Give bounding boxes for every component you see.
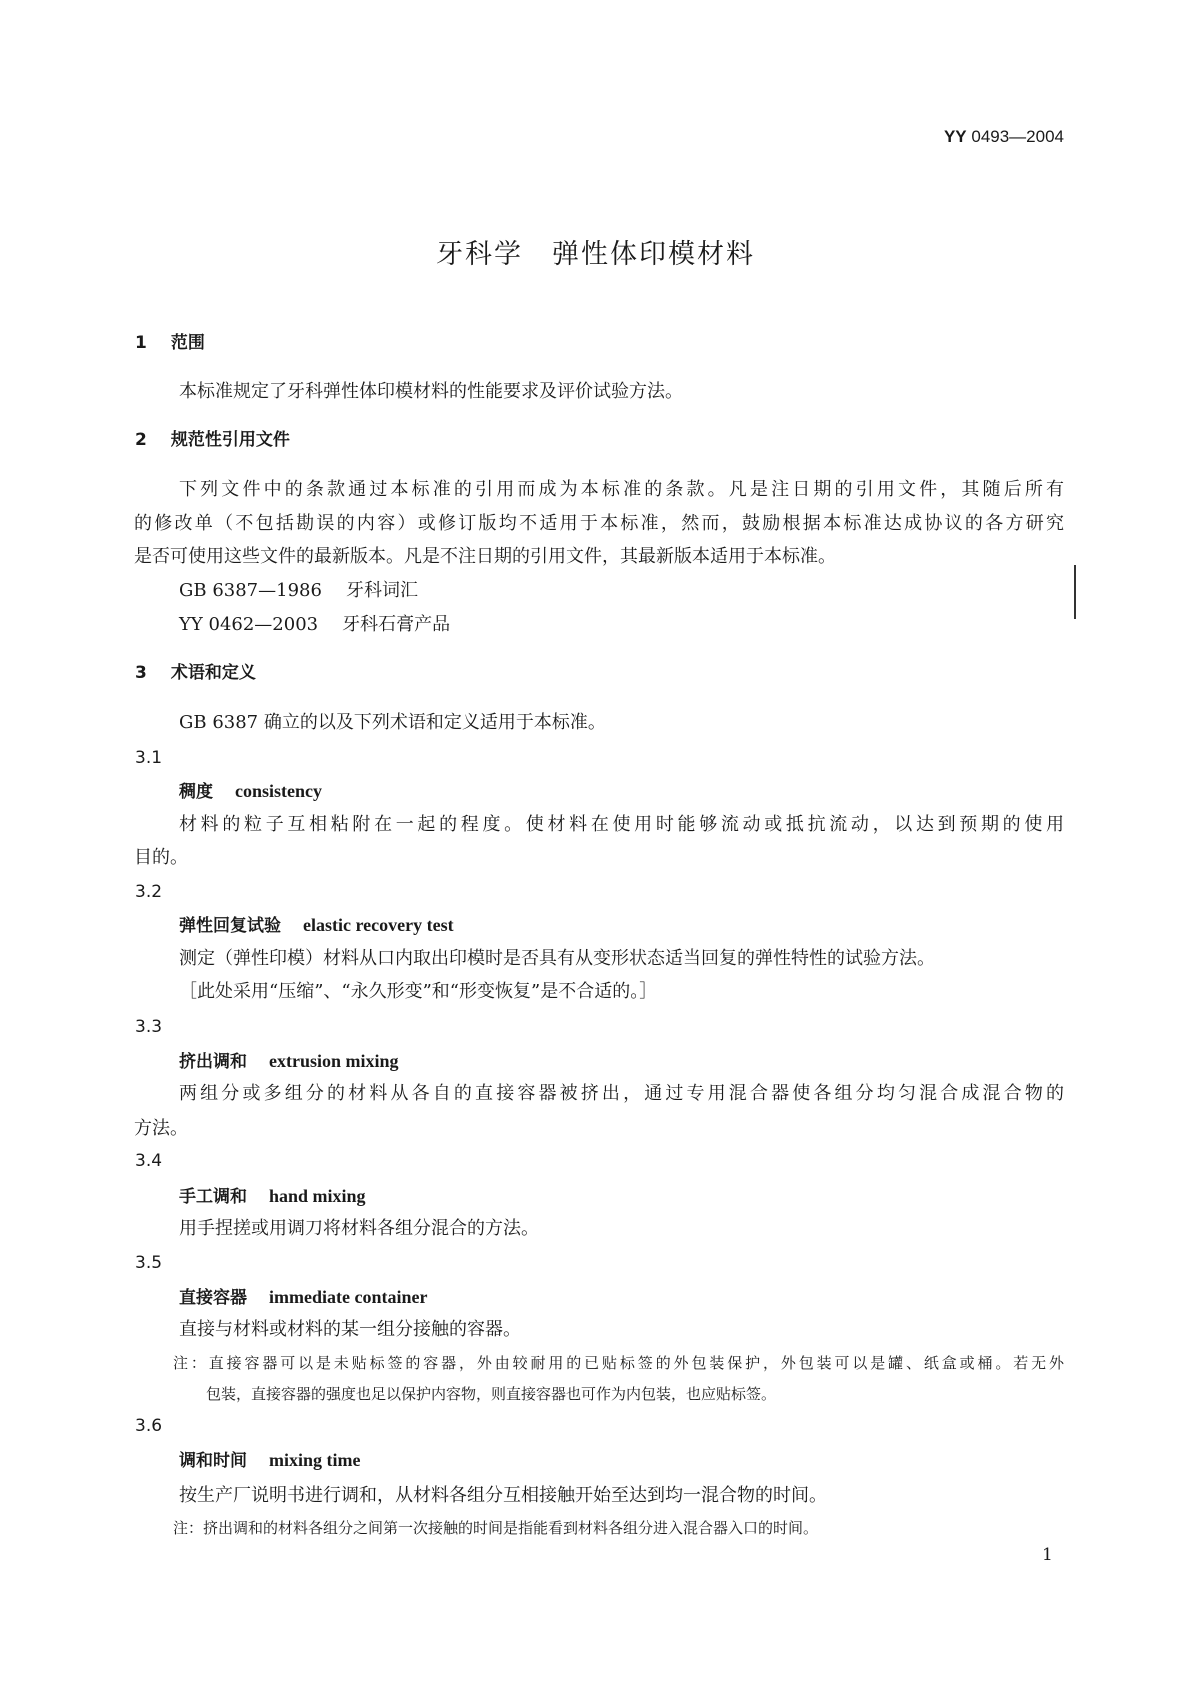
term-number: 3.6 bbox=[135, 1416, 163, 1436]
term-number: 3.3 bbox=[135, 1017, 163, 1037]
section-3-intro: GB 6387 确立的以及下列术语和定义适用于本标准。 bbox=[179, 712, 606, 733]
note: 注：挤出调和的材料各组分之间第一次接触的时间是指能看到材料各组分进入混合器入口的时间。 bbox=[173, 1519, 819, 1537]
code-number: 0493—2004 bbox=[971, 127, 1064, 146]
paragraph-line: 下列文件中的条款通过本标准的引用而成为本标准的条款。凡是注日期的引用文件，其随后所有 bbox=[179, 479, 1064, 500]
section-1-heading: 1 范围 bbox=[135, 333, 205, 353]
reference-item: YY 0462—2003 牙科石膏产品 bbox=[179, 614, 451, 635]
section-1-text: 本标准规定了牙科弹性体印模材料的性能要求及评价试验方法。 bbox=[179, 381, 683, 402]
term-number: 3.2 bbox=[135, 882, 163, 902]
standard-code bbox=[944, 127, 1064, 147]
term-definition: 目的。 bbox=[134, 847, 188, 868]
term-definition: 材料的粒子互相粘附在一起的程度。使材料在使用时能够流动或抵抗流动，以达到预期的使用 bbox=[179, 814, 1064, 835]
term-definition: 直接与材料或材料的某一组分接触的容器。 bbox=[179, 1319, 521, 1340]
reference-item: GB 6387—1986 牙科词汇 bbox=[179, 580, 418, 601]
term-title: 弹性回复试验 elastic recovery test bbox=[179, 915, 454, 936]
term-number: 3.1 bbox=[135, 748, 163, 768]
note: 包装，直接容器的强度也足以保护内容物，则直接容器也可作为内包装，也应贴标签。 bbox=[206, 1385, 777, 1403]
note: 注：直接容器可以是未贴标签的容器，外由较耐用的已贴标签的外包装保护，外包装可以是罐、纸盒或桶。若无外 bbox=[173, 1354, 1064, 1372]
term-definition: 测定（弹性印模）材料从口内取出印模时是否具有从变形状态适当回复的弹性特性的试验方法。 bbox=[179, 948, 935, 969]
code-prefix: YY bbox=[943, 127, 967, 146]
change-bar bbox=[1074, 565, 1076, 619]
section-2-heading: 2 规范性引用文件 bbox=[135, 430, 290, 450]
paragraph-line: 的修改单（不包括勘误的内容）或修订版均不适用于本标准，然而，鼓励根据本标准达成协议的各方研究 bbox=[134, 513, 1064, 534]
term-title: 挤出调和 extrusion mixing bbox=[179, 1051, 399, 1072]
term-title: 稠度 consistency bbox=[179, 781, 322, 802]
term-title: 直接容器 immediate container bbox=[179, 1287, 428, 1308]
term-title: 调和时间 mixing time bbox=[179, 1450, 361, 1471]
page-number: 1 bbox=[1042, 1545, 1053, 1565]
term-definition: 两组分或多组分的材料从各自的直接容器被挤出，通过专用混合器使各组分均匀混合成混合物的 bbox=[179, 1083, 1064, 1104]
term-title: 手工调和 hand mixing bbox=[179, 1186, 366, 1207]
term-definition: 方法。 bbox=[134, 1118, 188, 1139]
paragraph-line: 是否可使用这些文件的最新版本。凡是不注日期的引用文件，其最新版本适用于本标准。 bbox=[134, 546, 836, 567]
term-number: 3.4 bbox=[135, 1151, 163, 1171]
term-definition: 按生产厂说明书进行调和，从材料各组分互相接触开始至达到均一混合物的时间。 bbox=[179, 1485, 827, 1506]
term-number: 3.5 bbox=[135, 1253, 163, 1273]
section-3-heading: 3 术语和定义 bbox=[135, 663, 256, 683]
term-remark: ［此处采用“压缩”、“永久形变”和“形变恢复”是不合适的。］ bbox=[179, 981, 658, 1002]
page-title: 牙科学 弹性体印模材料 bbox=[436, 239, 755, 270]
term-definition: 用手捏搓或用调刀将材料各组分混合的方法。 bbox=[179, 1218, 539, 1239]
